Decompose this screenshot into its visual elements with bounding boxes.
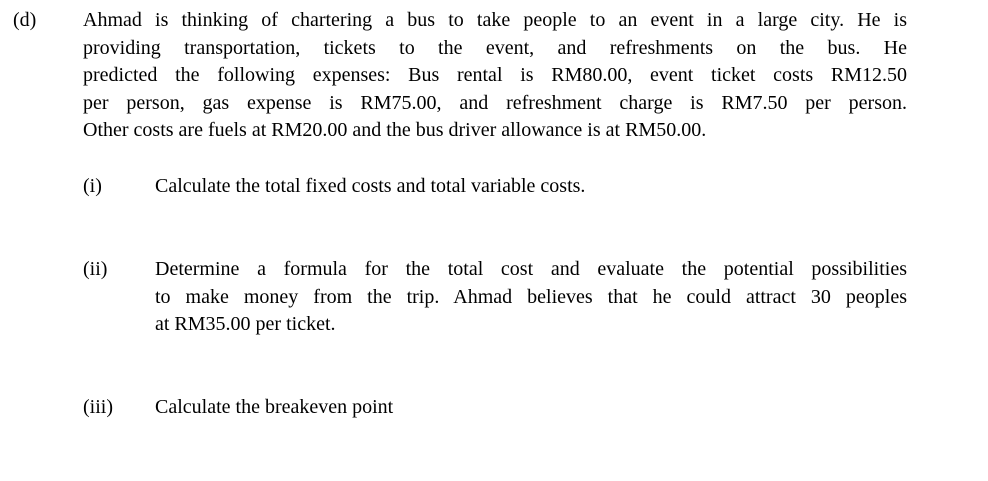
subquestion-line: Determine a formula for the total cost and evaluate the potential possibilities [155, 258, 907, 280]
question-line: per person, gas expense is RM75.00, and refreshment charge is RM7.50 per person. [83, 91, 907, 114]
subquestion-line: to make money from the trip. Ahmad believes that he could attract 30 peoples [155, 285, 907, 308]
question-line: predicted the following expenses: Bus rental is RM80.00, event ticket costs RM12.50 [83, 64, 907, 86]
question-line: Other costs are fuels at RM20.00 and the bus driver allowance is at RM50.00. [83, 119, 707, 141]
subquestion-line: Calculate the total fixed costs and total variable costs. [155, 175, 586, 197]
subquestion-i [83, 173, 907, 203]
question-text [83, 7, 907, 145]
subquestion-label: (ii) [83, 258, 108, 280]
question-label: (d) [13, 9, 37, 31]
subquestion-text [155, 256, 907, 339]
question-line: Ahmad is thinking of chartering a bus to take people to an event in a large city. He is [83, 9, 907, 31]
subquestion-line: at RM35.00 per ticket. [155, 313, 336, 335]
question-line: providing transportation, tickets to the event, and refreshments on the bus. He [83, 36, 907, 59]
subquestion-line: Calculate the breakeven point [155, 396, 394, 418]
subquestion-iii [83, 394, 907, 424]
subquestion-text [155, 173, 907, 201]
subquestion-label: (i) [83, 175, 102, 197]
subquestion-ii [83, 256, 907, 341]
subquestion-text [155, 394, 907, 422]
subquestion-label: (iii) [83, 396, 113, 418]
